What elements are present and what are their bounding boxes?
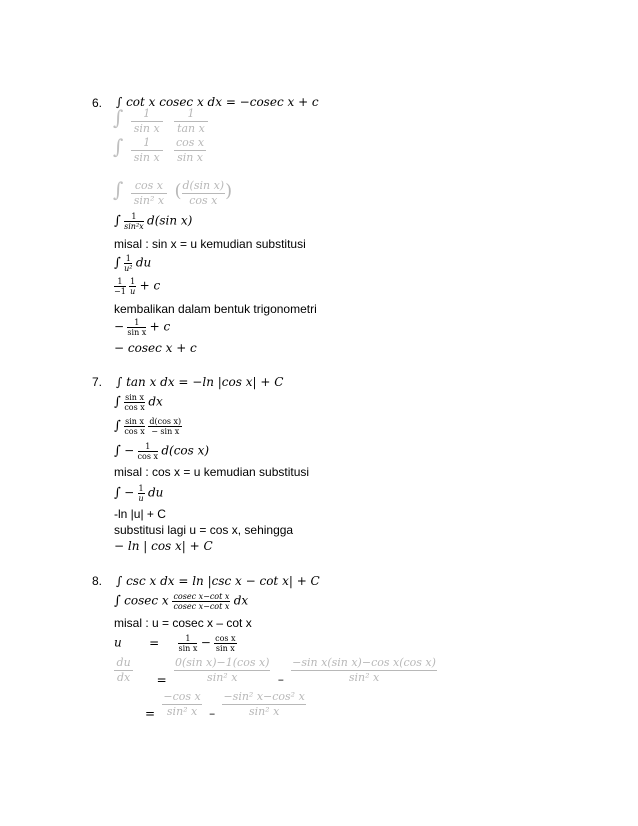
denominator: sin x [133,151,160,164]
equals-sign: = [149,635,160,650]
denominator: sin² x [207,671,238,684]
problem-title: ∫ cot 𝑥 𝑐𝑜𝑠𝑒𝑐 𝑥 𝑑𝑥 = −𝑐𝑜𝑠𝑒𝑐 𝑥 + 𝑐 [116,95,319,109]
grey-formula-row [145,690,310,721]
expression: 𝑑(cos 𝑥) [161,443,210,458]
denominator: sin² x [166,705,198,718]
text-line: kembalikan dalam bentuk trigonometri [114,302,317,316]
problem-title: ∫ 𝑡𝑎𝑛 𝑥 𝑑𝑥 = −𝑙𝑛 |𝑐𝑜𝑠 𝑥| + 𝐶 [116,375,284,389]
text-line: misal : cos x = u kemudian substitusi [114,465,310,479]
denominator: cos x [137,452,158,461]
minus-sign: – [209,706,216,721]
denominator: sin²x [124,222,144,231]
numerator: −cos x [163,690,201,703]
integral-sign: ∫ [113,105,124,130]
numerator: 1 [138,442,158,452]
denominator: u [130,287,136,296]
integral-sign: ∫ [114,213,121,229]
numerator: −sin² x−cos² x [223,690,305,703]
fraction [148,417,182,436]
integral-sign: ∫ [114,418,121,434]
fraction [172,592,230,611]
final-answer: − 𝑐𝑜𝑠𝑒𝑐 𝑥 + 𝑐 [114,341,197,355]
denominator: u [138,494,144,503]
fraction [124,393,145,412]
denominator: sin x [215,644,235,653]
fraction [129,277,136,296]
grey-formula-row [113,179,232,208]
denominator: sin x [133,122,160,135]
denominator: cosec x−cot x [173,602,230,611]
fraction [124,254,132,273]
integral-sign: ∫ [114,255,121,271]
open-paren: ( [174,180,182,202]
grey-formula-row [110,656,441,687]
denominator: cos x [124,403,145,412]
numerator: d(cos x) [149,417,182,426]
problem-number: 8. [92,574,103,588]
fraction [124,417,145,436]
numerator: 1 [130,277,136,286]
text-line: substitusi lagi u = cos x, sehingga [114,523,294,537]
text-line: misal : u = cosec x – cot x [114,616,252,630]
equals-sign: = [145,706,156,721]
fraction [127,318,146,337]
math-step: 𝑢 = $\frac{1}{\text{sin x}}$ − $\frac{\text{cos x}}{\text{sin x}}$ [114,634,236,653]
numerator: sin x [125,417,144,426]
fraction [138,484,145,503]
fraction [214,634,236,653]
final-answer: − ln | cos 𝑥| + 𝐶 [114,539,213,553]
problem-number: 6. [92,96,103,110]
minus-sign: − [124,485,135,500]
close-paren: ) [225,180,233,202]
equals-sign: = [156,672,167,687]
fraction [291,656,437,685]
fraction [178,634,197,653]
integral-sign: ∫ [113,134,124,159]
expression: 𝑑𝑥 [148,394,163,409]
numerator: 1 [124,212,144,222]
fraction [131,179,167,208]
denominator: dx [117,671,131,684]
integral-sign: ∫ [114,593,121,609]
math-step [114,393,163,412]
math-step [114,318,170,337]
numerator: cos x [175,136,205,149]
numerator: d(sin x) [182,179,225,192]
fraction [222,690,305,719]
denominator: sin x [127,328,147,337]
fraction [124,212,144,231]
numerator: du [114,656,133,671]
problem-number: 7. [92,375,103,389]
problem-title: ∫ 𝑐𝑠𝑐 𝑥 𝑑𝑥 = 𝑙𝑛 |𝑐𝑠𝑐 𝑥 − 𝑐𝑜𝑡 𝑥| + 𝐶 [116,574,320,588]
numerator: sin x [125,393,144,402]
fraction [174,656,270,685]
fraction [174,107,208,136]
minus-sign: − [124,443,135,458]
fraction [182,179,226,208]
expression: 𝑑(sin 𝑥) [147,213,193,228]
numerator: 1 [131,107,163,122]
numerator: 1 [114,277,126,287]
expression: 𝑑𝑢 [135,255,152,270]
math-step [114,417,182,436]
fraction [131,107,163,136]
numerator: 1 [138,484,144,493]
numerator: 1 [178,634,197,644]
math-step [114,212,192,231]
fraction [114,656,133,685]
numerator: −sin x(sin x)−cos x(cos x) [292,656,436,669]
denominator: cos x [124,427,145,436]
integral-sign: ∫ [114,394,121,410]
denominator: cos x [189,194,218,207]
denominator: −1 [114,287,126,296]
math-step: ∫ 𝑐𝑜𝑠𝑒𝑐 𝑥 $\frac{\text{cosec x−cot x}}{\text{cosec x−cot x}}$ 𝑑𝑥 [114,592,249,611]
numerator: 1 [127,318,146,328]
denominator: sin² x [348,671,380,684]
math-step [114,254,151,273]
text-line: misal : sin x = u kemudian substitusi [114,237,306,251]
grey-formula-row [113,136,210,165]
minus-sign: − [114,319,125,334]
numerator: 1 [131,136,163,151]
fraction [138,442,158,461]
math-step [114,442,209,461]
fraction [162,690,201,719]
denominator: u² [124,264,133,273]
integral-sign: ∫ [114,443,121,459]
text-line: -ln |u| + C [114,507,166,521]
integral-sign: ∫ [113,177,124,202]
denominator: sin x [177,151,204,164]
fraction [174,136,206,165]
expression: + 𝑐 [149,319,171,334]
math-step [114,277,160,296]
math-step [114,484,163,503]
minus-sign: – [277,672,284,687]
grey-formula-row [113,107,212,136]
numerator: 0(sin x)−1(cos x) [175,656,270,669]
integral-sign: ∫ [114,485,121,501]
numerator: cosec x−cot x [173,592,230,601]
fraction [114,277,126,296]
denominator: tan x [177,122,205,135]
numerator: cos x [215,634,236,643]
denominator: − sin x [151,427,180,436]
denominator: sin² x [133,194,165,207]
numerator: 1 [125,254,131,263]
fraction [131,136,163,165]
numerator: 1 [174,107,208,122]
denominator: sin x [178,644,198,653]
numerator: cos x [131,179,167,194]
expression: + 𝑐 [139,278,161,293]
denominator: sin² x [248,705,280,718]
expression: 𝑑𝑢 [147,485,164,500]
